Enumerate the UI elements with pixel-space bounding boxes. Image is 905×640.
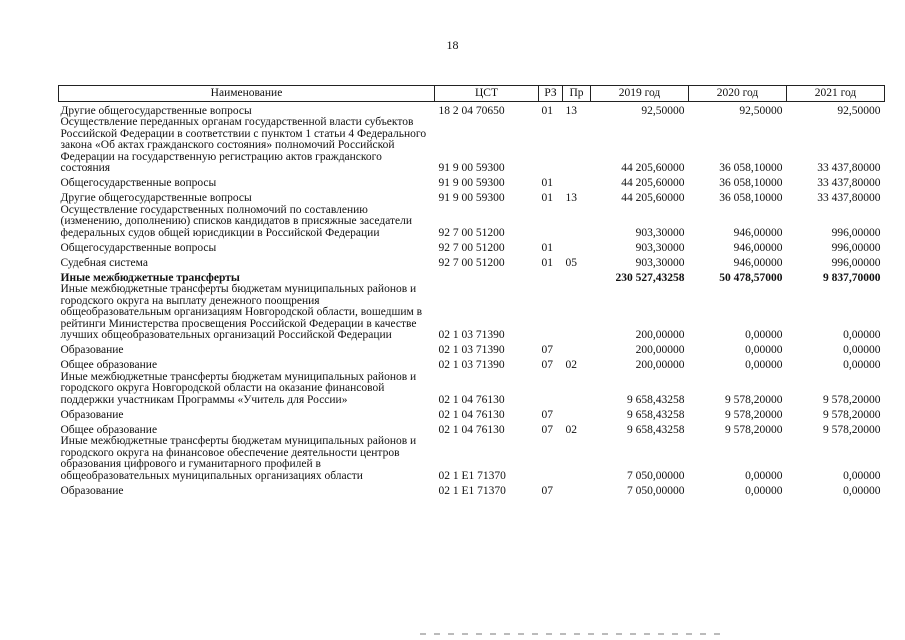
cell-y2021: 996,00000 — [831, 241, 881, 254]
cell-cst: 92 7 00 51200 — [438, 226, 505, 239]
cell-cst: 92 7 00 51200 — [438, 241, 505, 254]
cell-pr — [563, 406, 591, 421]
cell-rz: 01 — [541, 104, 553, 117]
header-cst: ЦСТ — [435, 86, 539, 102]
table-row — [59, 421, 885, 436]
cell-y2020: 946,00000 — [733, 256, 783, 269]
table-row — [59, 205, 885, 240]
cell-cst — [435, 269, 539, 284]
cell-y2021: 9 578,20000 — [823, 393, 881, 406]
table-row — [59, 102, 885, 118]
cell-rz — [539, 205, 563, 240]
cell-pr: 05 — [565, 256, 577, 269]
cell-cst: 02 1 03 71390 — [438, 344, 505, 356]
table-row — [59, 269, 885, 284]
cell-cst: 02 1 04 76130 — [438, 393, 505, 406]
table-body — [59, 102, 885, 498]
cell-y2020: 946,00000 — [733, 241, 783, 254]
table-row — [59, 190, 885, 205]
cell-name: Осуществление переданных органам государственной власти субъектов Российской Федерации в соответствии с пунктом 1 статьи 4 Федерального закона «Об актах гражданского состояния» полномочий Российской Федерации на государственную регистрацию актов гражданского состояния — [60, 116, 427, 174]
cell-y2019: 7 050,00000 — [627, 469, 685, 482]
cell-pr — [563, 269, 591, 284]
cell-y2020: 92,50000 — [739, 104, 783, 117]
header-rz: РЗ — [539, 86, 563, 102]
cell-y2021: 33 437,80000 — [817, 177, 881, 189]
cell-y2019: 200,00000 — [635, 329, 685, 341]
cell-y2021: 0,00000 — [843, 469, 881, 482]
cell-y2021: 996,00000 — [831, 256, 881, 269]
cell-cst: 91 9 00 59300 — [438, 192, 505, 204]
cell-cst: 91 9 00 59300 — [438, 177, 505, 189]
cell-rz: 01 — [541, 192, 553, 204]
cell-pr: 13 — [565, 192, 577, 204]
table-row — [59, 372, 885, 407]
cell-y2021: 9 578,20000 — [823, 408, 881, 421]
header-2019: 2019 год — [591, 86, 689, 102]
table-header-row — [59, 86, 885, 102]
table-row — [59, 357, 885, 372]
cell-y2021: 996,00000 — [831, 226, 881, 239]
cell-y2020: 0,00000 — [745, 329, 783, 341]
cell-y2021: 9 578,20000 — [823, 423, 881, 436]
cell-y2019: 9 658,43258 — [627, 408, 685, 421]
cell-y2019: 903,30000 — [635, 241, 685, 254]
cell-y2020: 36 058,10000 — [719, 162, 783, 174]
cell-cst: 02 1 E1 71370 — [438, 484, 506, 497]
cell-y2019: 7 050,00000 — [627, 484, 685, 497]
cell-cst: 92 7 00 51200 — [438, 256, 505, 269]
cell-name: Общее образование — [60, 359, 158, 371]
cell-y2019: 230 527,43258 — [615, 271, 685, 284]
cell-y2020: 36 058,10000 — [719, 177, 783, 189]
cell-y2021: 33 437,80000 — [817, 192, 881, 204]
cell-y2020: 0,00000 — [745, 469, 783, 482]
cell-y2019: 92,50000 — [641, 104, 685, 117]
cell-cst: 02 1 03 71390 — [438, 329, 505, 341]
cell-y2020: 9 578,20000 — [725, 408, 783, 421]
cell-cst: 02 1 03 71390 — [438, 359, 505, 371]
table-row — [59, 342, 885, 357]
cell-pr: 13 — [565, 104, 577, 117]
cell-cst: 02 1 04 76130 — [438, 423, 505, 436]
cell-rz: 01 — [541, 177, 553, 189]
cell-y2019: 44 205,60000 — [621, 162, 685, 174]
cell-y2020: 0,00000 — [745, 484, 783, 497]
cell-y2020: 9 578,20000 — [725, 423, 783, 436]
cell-rz: 01 — [541, 256, 553, 269]
cell-y2021: 0,00000 — [843, 359, 881, 371]
cell-y2020: 0,00000 — [745, 344, 783, 356]
cell-name: Иные межбюджетные трансферты бюджетам муниципальных районов и городского округа на финансовое обеспечение деятельности центров образования цифрового и гуманитарного профилей в общеобразовательных муниципальных организациях области — [60, 435, 417, 482]
header-pr: Пр — [563, 86, 591, 102]
cell-rz: 07 — [541, 408, 553, 421]
cell-rz: 01 — [541, 241, 553, 254]
cell-cst: 18 2 04 70650 — [438, 104, 505, 117]
cell-pr — [563, 284, 591, 342]
cell-name: Иные межбюджетные трансферты — [60, 271, 240, 284]
cell-y2020: 50 478,57000 — [719, 271, 783, 284]
cell-y2021: 9 837,70000 — [823, 271, 881, 284]
cell-pr — [563, 342, 591, 357]
cell-name: Судебная система — [60, 256, 148, 269]
table-row — [59, 175, 885, 190]
cell-pr — [563, 482, 591, 497]
header-2021: 2021 год — [787, 86, 885, 102]
cell-name: Иные межбюджетные трансферты бюджетам муниципальных районов и городского округа на выплату денежного поощрения общеобразовательным организациям Новгородской области, вошедшим в рейтинги Министерства просвещения Российской Федерации в качестве лучших общеобразовательных организаций Российской Федерации — [60, 283, 423, 341]
cell-name: Образование — [60, 408, 124, 421]
cell-cst: 02 1 04 76130 — [438, 408, 505, 421]
header-2020: 2020 год — [689, 86, 787, 102]
cell-pr — [563, 175, 591, 190]
cell-y2020: 946,00000 — [733, 226, 783, 239]
cell-y2021: 33 437,80000 — [817, 162, 881, 174]
cell-rz: 07 — [541, 423, 553, 436]
cell-rz: 07 — [541, 484, 553, 497]
cell-rz — [539, 117, 563, 175]
cell-y2020: 0,00000 — [745, 359, 783, 371]
budget-table — [58, 85, 885, 497]
cell-cst: 02 1 E1 71370 — [438, 469, 506, 482]
cell-name: Образование — [60, 344, 124, 356]
table-row — [59, 482, 885, 497]
cell-y2019: 903,30000 — [635, 226, 685, 239]
cell-cst: 91 9 00 59300 — [438, 162, 505, 174]
cell-pr — [563, 239, 591, 254]
cell-y2021: 0,00000 — [843, 344, 881, 356]
header-name: Наименование — [59, 86, 435, 102]
table-row — [59, 406, 885, 421]
cell-y2019: 200,00000 — [635, 359, 685, 371]
cell-name: Общегосударственные вопросы — [60, 241, 217, 254]
cell-rz — [539, 372, 563, 407]
cell-pr — [563, 436, 591, 482]
cell-name: Образование — [60, 484, 124, 497]
cell-y2019: 200,00000 — [635, 344, 685, 356]
cell-name: Общее образование — [60, 423, 158, 436]
cell-rz — [539, 284, 563, 342]
cell-pr — [563, 117, 591, 175]
cell-rz — [539, 436, 563, 482]
page-number: 18 — [446, 38, 459, 52]
cell-y2021: 92,50000 — [837, 104, 881, 117]
cell-y2019: 9 658,43258 — [627, 423, 685, 436]
cell-pr: 02 — [565, 359, 577, 371]
cell-y2021: 0,00000 — [843, 329, 881, 341]
cell-y2019: 903,30000 — [635, 256, 685, 269]
cell-y2020: 36 058,10000 — [719, 192, 783, 204]
cell-rz: 07 — [541, 359, 553, 371]
cell-y2020: 9 578,20000 — [725, 393, 783, 406]
cell-name: Иные межбюджетные трансферты бюджетам муниципальных районов и городского округа Новгородской области на оказание финансовой поддержки участникам Программы «Учитель для России» — [60, 370, 417, 406]
cell-rz — [539, 269, 563, 284]
cell-y2019: 44 205,60000 — [621, 192, 685, 204]
table-row — [59, 239, 885, 254]
cell-name: Осуществление государственных полномочий по составлению (изменению, дополнению) списков кандидатов в присяжные заседатели федеральных судов общей юрисдикции в Российской Федерации — [60, 203, 413, 239]
cell-pr: 02 — [565, 423, 577, 436]
cell-rz: 07 — [541, 344, 553, 356]
scan-artifact — [420, 633, 720, 635]
cell-name: Общегосударственные вопросы — [60, 177, 217, 189]
cell-y2019: 9 658,43258 — [627, 393, 685, 406]
cell-y2021: 0,00000 — [843, 484, 881, 497]
cell-pr — [563, 372, 591, 407]
cell-name: Другие общегосударственные вопросы — [60, 104, 252, 117]
cell-name: Другие общегосударственные вопросы — [60, 192, 252, 204]
table-row — [59, 254, 885, 269]
table-row — [59, 284, 885, 342]
table-row — [59, 117, 885, 175]
cell-y2019: 44 205,60000 — [621, 177, 685, 189]
cell-pr — [563, 205, 591, 240]
table-row — [59, 436, 885, 482]
